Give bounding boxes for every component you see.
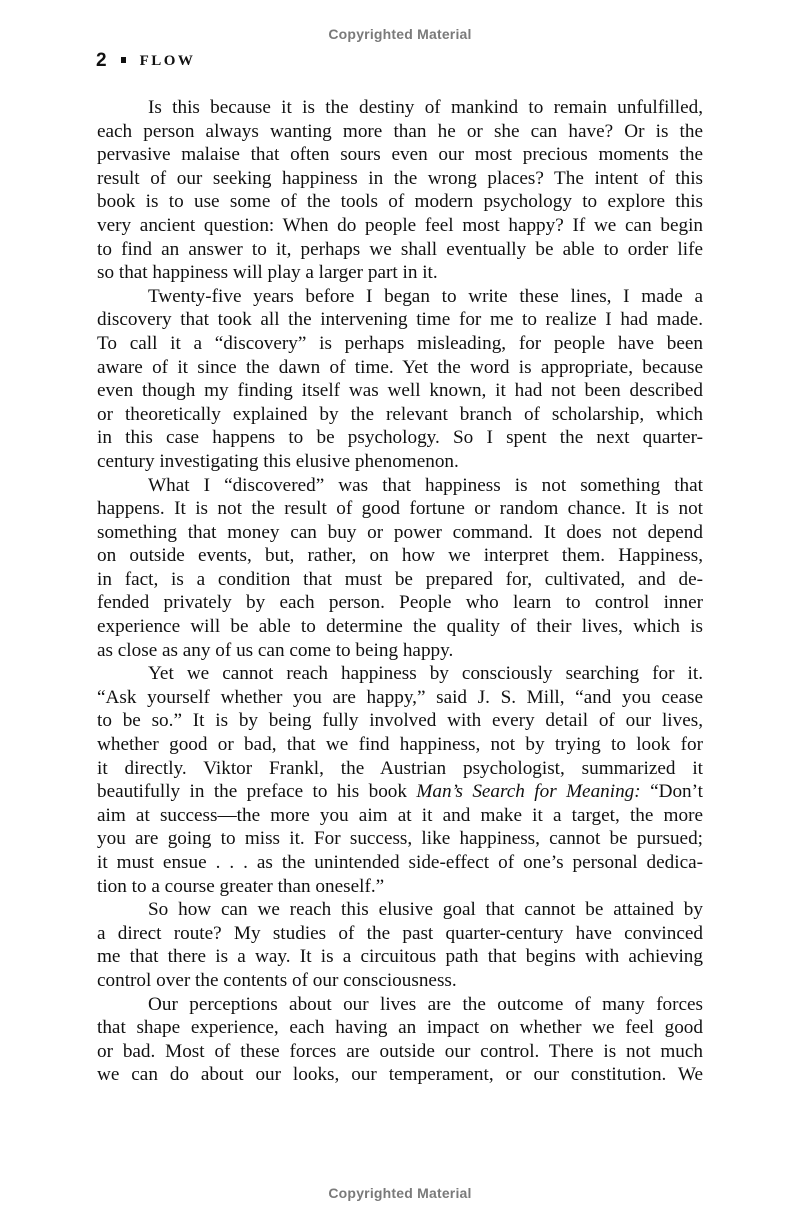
text-line: as close as any of us can come to being happy.: [97, 639, 454, 661]
text-line: aware of it since the dawn of time. Yet the word is appropriate, because: [97, 356, 703, 378]
text-line: or theoretically explained by the relevant branch of scholarship, which: [97, 403, 703, 425]
paragraph: [97, 285, 703, 474]
bullet-separator-icon: [121, 57, 126, 63]
paragraph: [97, 898, 703, 992]
text-line: very ancient question: When do people feel most happy? If we can begin: [97, 214, 703, 236]
text-line: each person always wanting more than he or she can have? Or is the: [97, 120, 703, 142]
text-line: What I “discovered” was that happiness is not something that: [148, 474, 703, 496]
book-title: FLOW: [139, 52, 196, 69]
paragraph: [97, 474, 703, 663]
text-line: So how can we reach this elusive goal that cannot be attained by: [148, 899, 703, 921]
text-line: we can do about our looks, our temperament, or our constitution. We: [97, 1064, 703, 1086]
text-line: to find an answer to it, perhaps we shall eventually be able to order life: [97, 238, 703, 260]
text-line: whether good or bad, that we find happiness, not by trying to look for: [97, 734, 703, 756]
text-line: it directly. Viktor Frankl, the Austrian psychologist, summarized it: [97, 757, 703, 779]
paragraph: [97, 993, 703, 1087]
text-line: that shape experience, each having an impact on whether we feel good: [97, 1017, 703, 1039]
text-line: aim at success—the more you aim at it and make it a target, the more: [97, 804, 703, 826]
page-number: 2: [96, 50, 107, 71]
paragraph: [97, 96, 703, 285]
running-head: [96, 49, 195, 73]
text-line: fended privately by each person. People who learn to control inner: [97, 592, 703, 614]
body-text: [97, 96, 703, 1087]
text-line: even though my finding itself was well known, it had not been described: [97, 380, 703, 402]
book-title-italic: Man’s Search for Meaning:: [416, 781, 641, 803]
text-line: to be so.” It is by being fully involved with every detail of our lives,: [97, 710, 703, 732]
text-line: control over the contents of our consciousness.: [97, 969, 457, 991]
text-line: Yet we cannot reach happiness by consciously searching for it.: [148, 663, 703, 685]
text-line: discovery that took all the intervening time for me to realize I had made.: [97, 309, 703, 331]
copyright-watermark-bottom: Copyrighted Material: [328, 1185, 472, 1201]
text-line: beautifully in the preface to his book Man’s Search for Meaning: “Don’t: [97, 781, 703, 803]
text-line: happens. It is not the result of good fortune or random chance. It is not: [97, 498, 703, 520]
text-line: something that money can buy or power command. It does not depend: [97, 521, 703, 543]
text-line: on outside events, but, rather, on how we interpret them. Happiness,: [97, 545, 703, 567]
text-line: me that there is a way. It is a circuitous path that begins with achieving: [97, 946, 703, 968]
copyright-watermark-top: Copyrighted Material: [328, 26, 472, 42]
paragraph: [97, 662, 703, 898]
text-line: century investigating this elusive phenomenon.: [97, 450, 459, 472]
text-line: it must ensue . . . as the unintended side-effect of one’s personal dedica-: [97, 852, 703, 873]
text-line: To call it a “discovery” is perhaps misleading, for people have been: [97, 332, 703, 354]
text-line: you are going to miss it. For success, like happiness, cannot be pursued;: [97, 828, 703, 850]
text-line: in this case happens to be psychology. So I spent the next quarter-: [97, 427, 703, 449]
text-line: “Ask yourself whether you are happy,” said J. S. Mill, “and you cease: [97, 686, 703, 708]
text-line: in fact, is a condition that must be prepared for, cultivated, and de-: [97, 568, 703, 590]
text-line: result of our seeking happiness in the wrong places? The intent of this: [97, 167, 703, 189]
text-line: tion to a course greater than oneself.”: [97, 875, 385, 897]
text-line: or bad. Most of these forces are outside our control. There is not much: [97, 1040, 703, 1062]
text-line: pervasive malaise that often sours even our most precious moments the: [97, 144, 703, 166]
text-line: Is this because it is the destiny of mankind to remain unfulfilled,: [148, 97, 703, 118]
text-line: book is to use some of the tools of modern psychology to explore this: [97, 191, 703, 213]
text-line: experience will be able to determine the quality of their lives, which is: [97, 616, 703, 638]
text-line: so that happiness will play a larger part in it.: [97, 262, 438, 284]
text-line: Twenty-five years before I began to write these lines, I made a: [148, 285, 703, 307]
text-line: a direct route? My studies of the past quarter-century have convinced: [97, 922, 703, 944]
text-line: Our perceptions about our lives are the outcome of many forces: [148, 993, 703, 1015]
